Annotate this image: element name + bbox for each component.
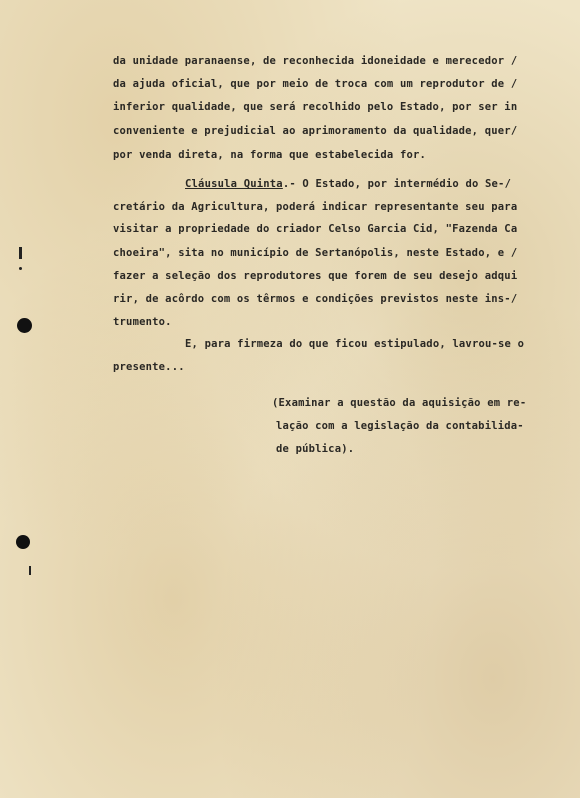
punch-hole-top <box>17 318 32 333</box>
margin-mark <box>19 267 22 270</box>
text-line: visitar a propriedade do criador Celso Garcia Cid, "Fazenda Ca <box>113 223 518 235</box>
text-line: fazer a seleção dos reprodutores que forem de seu desejo adqui <box>113 270 518 282</box>
text-line: rir, de acôrdo com os têrmos e condições previstos neste ins-/ <box>113 293 518 305</box>
note-line: lação com a legislação da contabilida- <box>276 420 524 432</box>
text-line: inferior qualidade, que será recolhido pelo Estado, por ser in <box>113 101 518 113</box>
text-line: da ajuda oficial, que por meio de troca com um reprodutor de / <box>113 78 518 90</box>
text-line: conveniente e prejudicial ao aprimoramento da qualidade, quer/ <box>113 125 518 137</box>
clause-suffix: .- <box>282 178 303 190</box>
text-line: trumento. <box>113 316 172 328</box>
text-line: choeira", sita no município de Sertanópolis, neste Estado, e / <box>113 247 518 259</box>
text-line: E, para firmeza do que ficou estipulado, lavrou-se o <box>185 338 525 350</box>
margin-mark <box>29 566 31 575</box>
note-line: (Examinar a questão da aquisição em re- <box>272 397 527 409</box>
margin-mark <box>19 247 22 259</box>
text-line: da unidade paranaense, de reconhecida idoneidade e merecedor / <box>113 55 518 67</box>
text-line: cretário da Agricultura, poderá indicar representante seu para <box>113 201 518 213</box>
note-line: de pública). <box>276 443 355 455</box>
clause-text: O Estado, por intermédio do Se-/ <box>302 178 512 190</box>
clause-line <box>185 177 511 191</box>
punch-hole-bottom <box>16 535 30 549</box>
text-line: presente... <box>113 361 185 373</box>
text-line: por venda direta, na forma que estabelecida for. <box>113 149 427 161</box>
clause-heading: Cláusula Quinta <box>185 178 283 190</box>
